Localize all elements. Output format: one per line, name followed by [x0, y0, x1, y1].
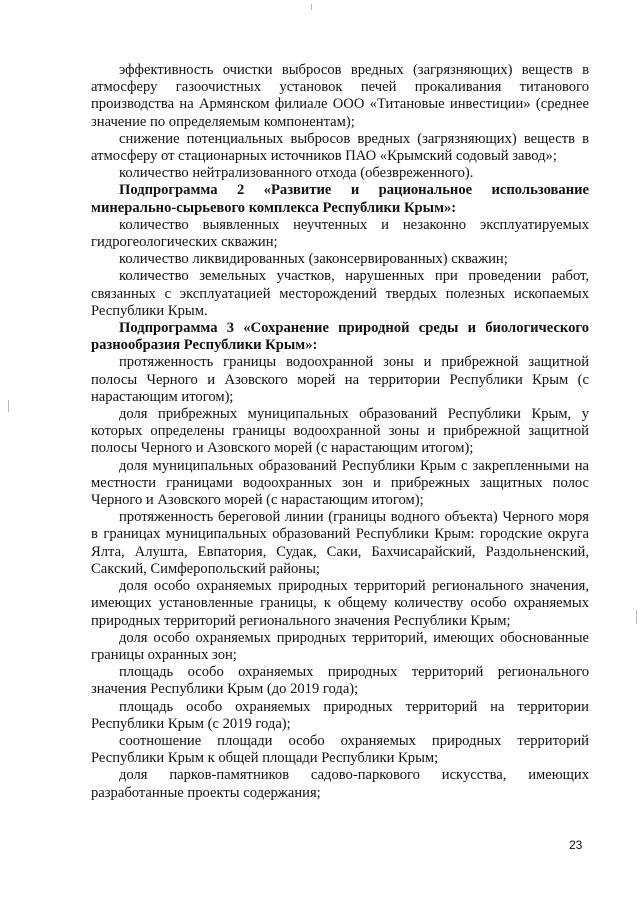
- paragraph: протяженность береговой линии (границы водного объекта) Черного моря в границах муниципальных образований Республики Крым: городские округа Ялта, Алушта, Евпатория, Судак, Саки, Бахчисарайский, Раздольненский, Сакский, Симферопольский районы;: [91, 509, 589, 577]
- paragraph: соотношение площади особо охраняемых природных территорий Республики Крым к общей площади Республики Крым;: [91, 732, 589, 767]
- paragraph: протяженность границы водоохранной зоны и прибрежной защитной полосы Черного и Азовского морей на территории Республики Крым (с нарастающим итогом);: [91, 354, 589, 405]
- subprogram-heading: Подпрограмма 3 «Сохранение природной среды и биологического разнообразия Республики Крым»:: [91, 320, 589, 354]
- paragraph: доля муниципальных образований Республики Крым с закрепленными на местности границами водоохранных зон и прибрежных защитных полос Черного и Азовского морей (с нарастающим итогом);: [91, 457, 589, 509]
- paragraph: площадь особо охраняемых природных территорий регионального значения Республики Крым (до 2019 года);: [91, 664, 589, 698]
- paragraph: количество ликвидированных (законсервированных) скважин;: [119, 251, 508, 268]
- scan-artifact: [311, 4, 312, 10]
- paragraph: количество нейтрализованного отхода (обезвреженного).: [119, 165, 474, 182]
- paragraph: количество выявленных неучтенных и незаконно эксплуатируемых гидрогеологических скважин;: [91, 216, 589, 251]
- subprogram-heading: Подпрограмма 2 «Развитие и рациональное использование минерально-сырьевого комплекса Республики Крым»:: [91, 182, 589, 216]
- paragraph: доля особо охраняемых природных территорий регионального значения, имеющих установленные границы, к общему количеству особо охраняемых природных территорий регионального значения Республики Крым;: [91, 578, 589, 629]
- document-body: [91, 62, 589, 802]
- page-number: 23: [569, 838, 583, 852]
- scan-artifact: [8, 400, 9, 412]
- paragraph: доля прибрежных муниципальных образований Республики Крым, у которых определены границы водоохранной зоны и прибрежной защитной полосы Черного и Азовского морей (с нарастающим итогом);: [91, 406, 589, 457]
- scan-artifact: [636, 610, 637, 624]
- paragraph: доля парков-памятников садово-паркового искусства, имеющих разработанные проекты содержания;: [91, 767, 589, 801]
- paragraph: доля особо охраняемых природных территорий, имеющих обоснованные границы охранных зон;: [91, 629, 589, 663]
- paragraph: эффективность очистки выбросов вредных (загрязняющих) веществ в атмосферу газоочистных установок печей прокаливания титанового производства на Армянском филиале ООО «Титановые инвестиции» (среднее значение по определяемым компонентам);: [91, 62, 589, 130]
- paragraph: количество земельных участков, нарушенных при проведении работ, связанных с эксплуатацией месторождений твердых полезных ископаемых Республики Крым.: [91, 268, 589, 319]
- paragraph: площадь особо охраняемых природных территорий на территории Республики Крым (с 2019 года);: [91, 698, 589, 732]
- paragraph: снижение потенциальных выбросов вредных (загрязняющих) веществ в атмосферу от стационарных источников ПАО «Крымский содовый завод»;: [91, 130, 589, 165]
